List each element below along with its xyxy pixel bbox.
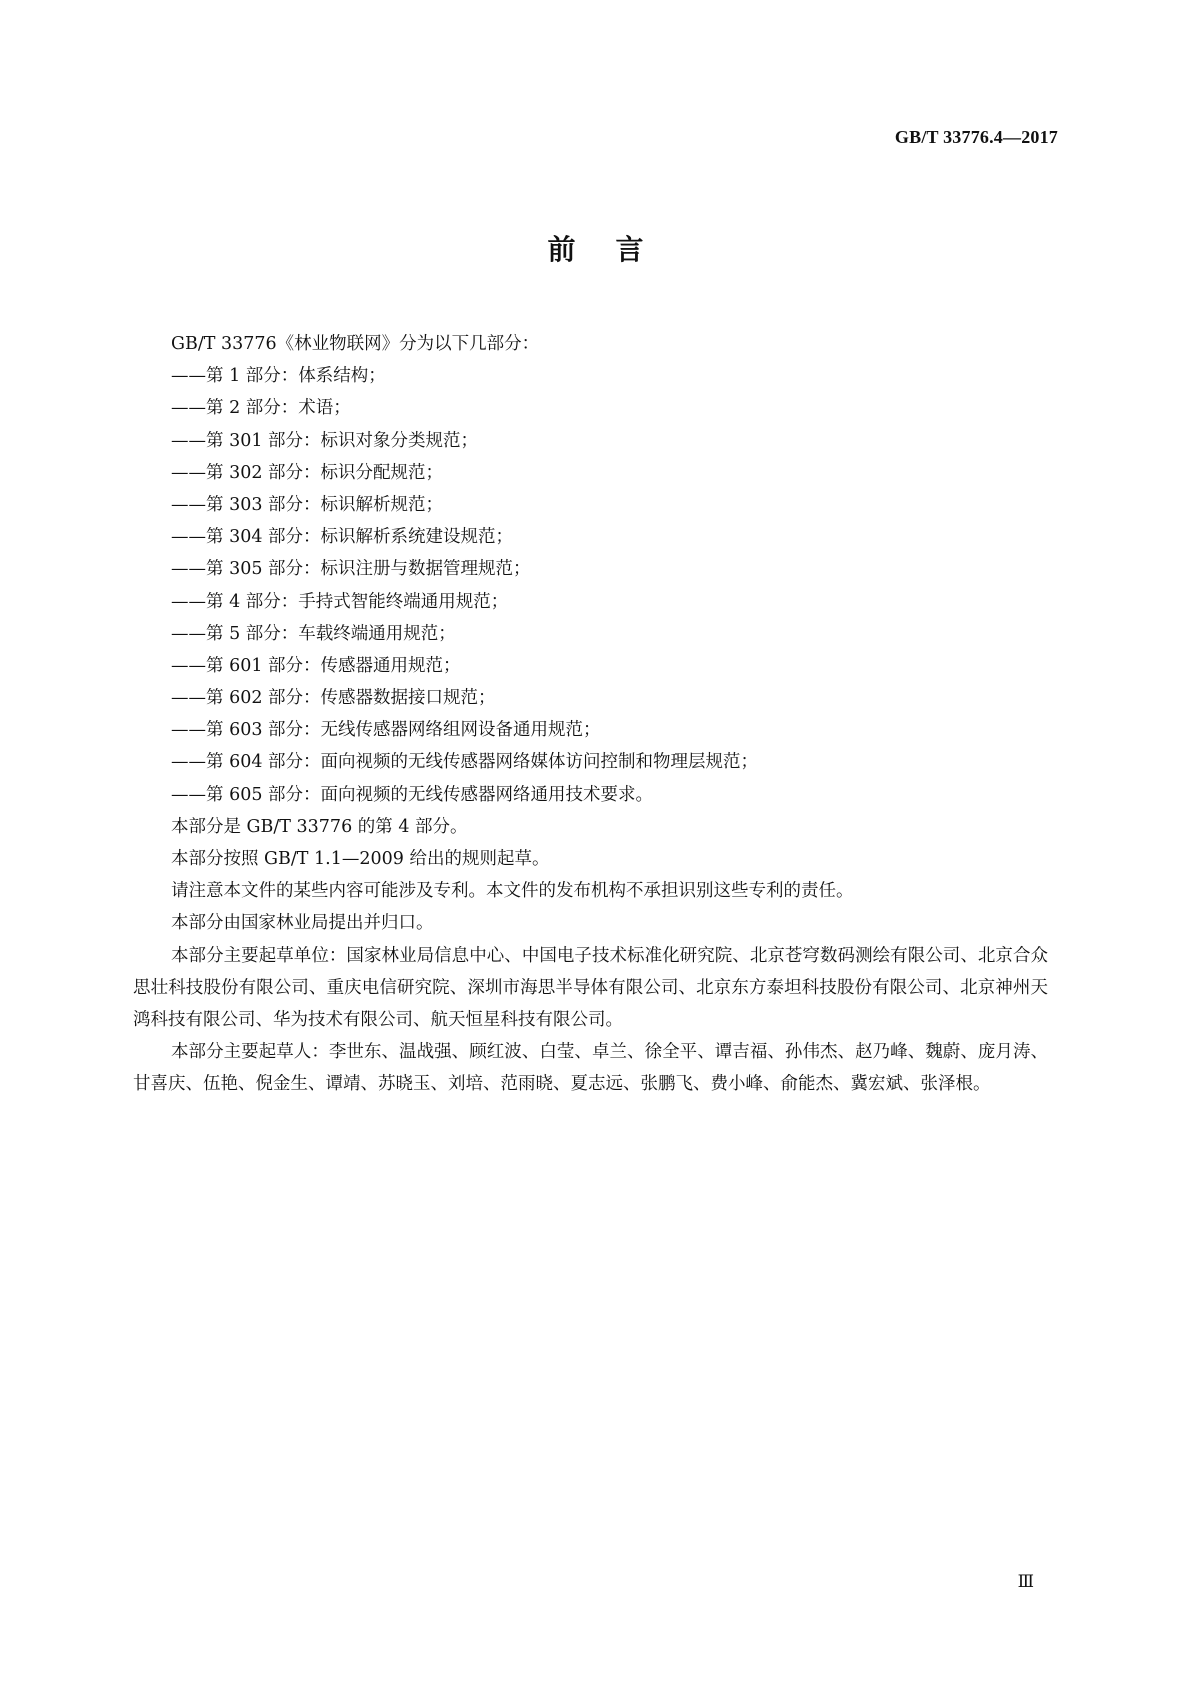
list-item: ——第 305 部分：标识注册与数据管理规范； (171, 559, 531, 580)
list-item: ——第 1 部分：体系结构； (171, 366, 386, 387)
list-item: ——第 602 部分：传感器数据接口规范； (171, 688, 496, 709)
statement-patent-notice: 请注意本文件的某些内容可能涉及专利。本文件的发布机构不承担识别这些专利的责任。 (171, 881, 854, 902)
list-item: ——第 605 部分：面向视频的无线传感器网络通用技术要求。 (171, 784, 654, 805)
standard-code: GB/T 33776.4—2017 (894, 127, 1058, 147)
page-number: Ⅲ (1017, 1572, 1034, 1591)
list-item: ——第 601 部分：传感器通用规范； (171, 655, 461, 676)
list-item: ——第 302 部分：标识分配规范； (171, 462, 444, 483)
list-item: ——第 301 部分：标识对象分类规范； (171, 430, 479, 451)
drafting-units-paragraph: 本部分主要起草单位：国家林业局信息中心、中国电子技术标准化研究院、北京苍穹数码测绘有限公司、北京合众思壮科技股份有限公司、重庆电信研究院、深圳市海思半导体有限公司、北京东方泰坦科技股份有限公司、北京神州天鸿科技有限公司、华为技术有限公司、航天恒星科技有限公司。 (133, 945, 1048, 1030)
parts-list (133, 360, 1048, 811)
statement-proposer: 本部分由国家林业局提出并归口。 (171, 913, 434, 934)
list-item: ——第 604 部分：面向视频的无线传感器网络媒体访问控制和物理层规范； (171, 752, 759, 773)
list-item: ——第 4 部分：手持式智能终端通用规范； (171, 591, 509, 612)
statement-part-number: 本部分是 GB/T 33776 的第 4 部分。 (171, 816, 468, 837)
list-item: ——第 303 部分：标识解析规范； (171, 494, 444, 515)
drafters-paragraph: 本部分主要起草人：李世东、温战强、顾红波、白莹、卓兰、徐全平、谭吉福、孙伟杰、赵乃峰、魏蔚、庞月涛、甘喜庆、伍艳、倪金生、谭靖、苏晓玉、刘培、范雨晓、夏志远、张鹏飞、费小峰、俞能杰、冀宏斌、张泽根。 (133, 1042, 1048, 1095)
intro-line: GB/T 33776《林业物联网》分为以下几部分： (171, 334, 540, 354)
page-title: 前言 (547, 233, 684, 266)
list-item: ——第 5 部分：车载终端通用规范； (171, 623, 456, 644)
statement-drafting-rules: 本部分按照 GB/T 1.1—2009 给出的规则起草。 (171, 849, 550, 869)
foreword-body (133, 328, 1048, 1101)
list-item: ——第 2 部分：术语； (171, 398, 351, 419)
list-item: ——第 603 部分：无线传感器网络组网设备通用规范； (171, 720, 601, 741)
list-item: ——第 304 部分：标识解析系统建设规范； (171, 527, 514, 548)
